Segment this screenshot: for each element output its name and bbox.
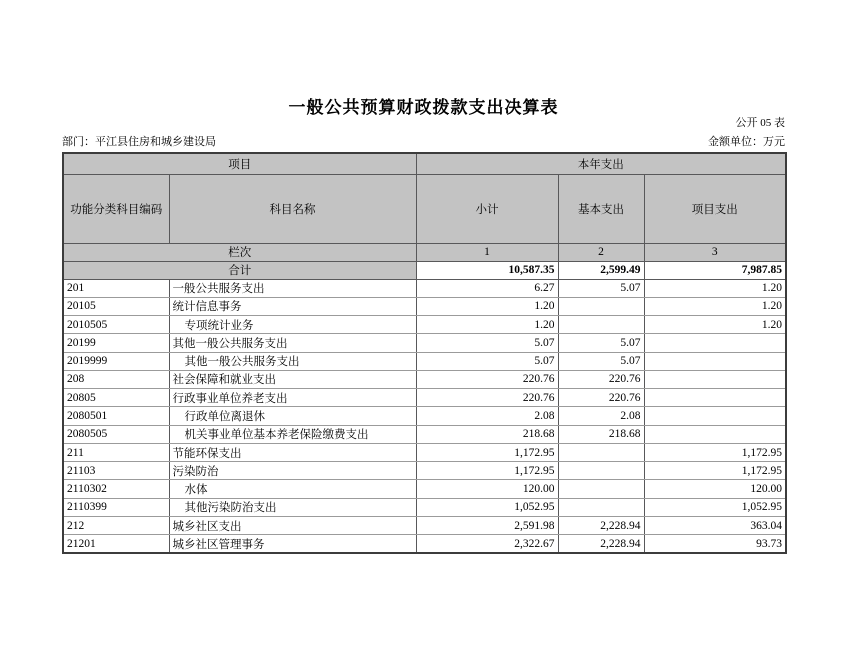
table-row <box>63 462 786 480</box>
header-row-index <box>63 243 786 261</box>
table-header <box>63 153 786 279</box>
column-index-2: 2 <box>558 243 644 261</box>
header-row-groups <box>63 153 786 174</box>
project-cell <box>644 389 786 407</box>
code-cell: 20199 <box>63 334 169 352</box>
code-cell: 2080501 <box>63 407 169 425</box>
basic-cell <box>558 498 644 516</box>
table-row <box>63 279 786 297</box>
project-cell: 1.20 <box>644 279 786 297</box>
code-cell: 2110399 <box>63 498 169 516</box>
header-col-basic: 基本支出 <box>558 174 644 243</box>
table-code-label: 公开 05 表 <box>735 117 785 129</box>
subtotal-cell: 6.27 <box>416 279 558 297</box>
name-cell: 社会保障和就业支出 <box>169 370 416 388</box>
project-cell: 1.20 <box>644 297 786 315</box>
subtotal-cell: 1.20 <box>416 297 558 315</box>
code-cell: 21201 <box>63 535 169 553</box>
project-cell: 1,052.95 <box>644 498 786 516</box>
table-row <box>63 498 786 516</box>
subtotal-cell: 1,172.95 <box>416 443 558 461</box>
header-col-subtotal: 小计 <box>416 174 558 243</box>
subtotal-cell: 2,322.67 <box>416 535 558 553</box>
name-cell: 其他一般公共服务支出 <box>169 334 416 352</box>
basic-cell: 218.68 <box>558 425 644 443</box>
project-cell: 363.04 <box>644 516 786 534</box>
subtotal-cell: 1,172.95 <box>416 462 558 480</box>
department-label: 部门：平江县住房和城乡建设局 <box>62 136 216 148</box>
subtotal-cell: 1,052.95 <box>416 498 558 516</box>
project-cell <box>644 334 786 352</box>
project-cell: 93.73 <box>644 535 786 553</box>
code-cell: 201 <box>63 279 169 297</box>
project-cell: 1,172.95 <box>644 462 786 480</box>
table-row <box>63 443 786 461</box>
subtotal-cell: 5.07 <box>416 334 558 352</box>
name-cell: 其他污染防治支出 <box>169 498 416 516</box>
code-cell: 2080505 <box>63 425 169 443</box>
name-cell: 统计信息事务 <box>169 297 416 315</box>
basic-cell: 2,228.94 <box>558 535 644 553</box>
basic-cell <box>558 316 644 334</box>
name-cell: 节能环保支出 <box>169 443 416 461</box>
total-label: 合计 <box>63 261 416 279</box>
table-row <box>63 407 786 425</box>
project-cell: 120.00 <box>644 480 786 498</box>
table-body <box>63 279 786 553</box>
page-title: 一般公共预算财政拨款支出决算表 <box>288 98 559 117</box>
table-row <box>63 370 786 388</box>
project-cell <box>644 407 786 425</box>
name-cell: 行政单位离退休 <box>169 407 416 425</box>
code-cell: 2019999 <box>63 352 169 370</box>
table-row <box>63 297 786 315</box>
total-project: 7,987.85 <box>644 261 786 279</box>
unit-label: 金额单位：万元 <box>708 136 785 148</box>
code-cell: 208 <box>63 370 169 388</box>
basic-cell: 2,228.94 <box>558 516 644 534</box>
project-cell <box>644 352 786 370</box>
subtotal-cell: 2,591.98 <box>416 516 558 534</box>
project-cell: 1.20 <box>644 316 786 334</box>
name-cell: 专项统计业务 <box>169 316 416 334</box>
subtotal-cell: 220.76 <box>416 389 558 407</box>
basic-cell <box>558 462 644 480</box>
basic-cell: 2.08 <box>558 407 644 425</box>
name-cell: 其他一般公共服务支出 <box>169 352 416 370</box>
header-year-expenditure: 本年支出 <box>416 153 786 174</box>
project-cell <box>644 370 786 388</box>
project-cell <box>644 425 786 443</box>
total-row <box>63 261 786 279</box>
budget-table <box>62 152 787 554</box>
subtotal-cell: 218.68 <box>416 425 558 443</box>
code-cell: 20805 <box>63 389 169 407</box>
name-cell: 城乡社区支出 <box>169 516 416 534</box>
name-cell: 一般公共服务支出 <box>169 279 416 297</box>
subtotal-cell: 120.00 <box>416 480 558 498</box>
project-cell: 1,172.95 <box>644 443 786 461</box>
name-cell: 机关事业单位基本养老保险缴费支出 <box>169 425 416 443</box>
code-cell: 211 <box>63 443 169 461</box>
name-cell: 城乡社区管理事务 <box>169 535 416 553</box>
table-row <box>63 425 786 443</box>
total-basic: 2,599.49 <box>558 261 644 279</box>
basic-cell: 220.76 <box>558 389 644 407</box>
table-row <box>63 352 786 370</box>
row-index-label: 栏次 <box>63 243 416 261</box>
code-cell: 2110302 <box>63 480 169 498</box>
header-project: 项目 <box>63 153 416 174</box>
basic-cell <box>558 480 644 498</box>
meta-line <box>62 133 785 149</box>
name-cell: 行政事业单位养老支出 <box>169 389 416 407</box>
code-cell: 2010505 <box>63 316 169 334</box>
basic-cell: 220.76 <box>558 370 644 388</box>
basic-cell: 5.07 <box>558 334 644 352</box>
code-cell: 20105 <box>63 297 169 315</box>
table-row <box>63 516 786 534</box>
name-cell: 污染防治 <box>169 462 416 480</box>
name-cell: 水体 <box>169 480 416 498</box>
header-row-columns <box>63 174 786 243</box>
basic-cell: 5.07 <box>558 279 644 297</box>
header-col-project: 项目支出 <box>644 174 786 243</box>
subtotal-cell: 5.07 <box>416 352 558 370</box>
subtotal-cell: 220.76 <box>416 370 558 388</box>
code-cell: 212 <box>63 516 169 534</box>
table-row <box>63 316 786 334</box>
subtotal-cell: 2.08 <box>416 407 558 425</box>
column-index-3: 3 <box>644 243 786 261</box>
code-cell: 21103 <box>63 462 169 480</box>
total-subtotal: 10,587.35 <box>416 261 558 279</box>
header-col-code: 功能分类科目编码 <box>63 174 169 243</box>
basic-cell <box>558 297 644 315</box>
subtotal-cell: 1.20 <box>416 316 558 334</box>
basic-cell <box>558 443 644 461</box>
table-row <box>63 334 786 352</box>
basic-cell: 5.07 <box>558 352 644 370</box>
table-row <box>63 480 786 498</box>
header-col-name: 科目名称 <box>169 174 416 243</box>
table-row <box>63 389 786 407</box>
table-row <box>63 535 786 553</box>
column-index-1: 1 <box>416 243 558 261</box>
